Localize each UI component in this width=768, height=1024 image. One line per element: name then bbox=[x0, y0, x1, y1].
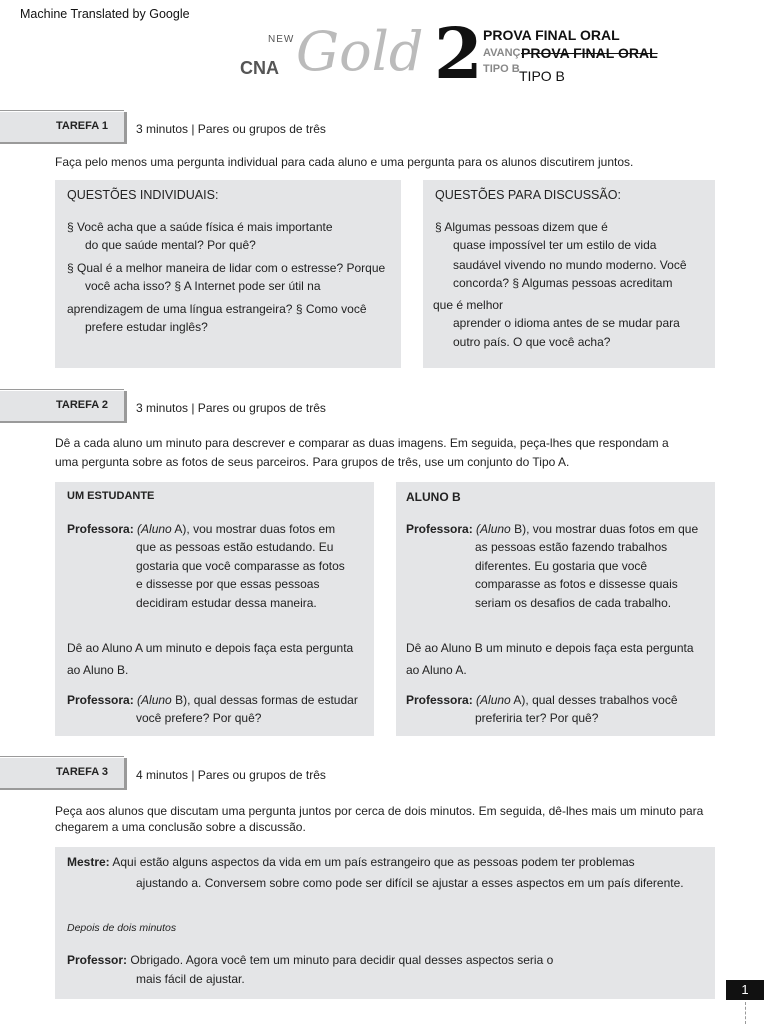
task3-mestre-cont: ajustando a. Conversem sobre como pode ser difícil se ajustar a esses aspectos em um país diferente. bbox=[136, 876, 684, 890]
task1-tab-topline bbox=[0, 110, 124, 111]
task2-a-cont: decidiram estudar dessa maneira. bbox=[136, 596, 317, 610]
logo-gold: Gold bbox=[296, 20, 424, 83]
task1-discussion-line: outro país. O que você acha? bbox=[453, 335, 611, 349]
task2-tab-topline bbox=[0, 389, 124, 390]
speaker-label: Professora: bbox=[67, 693, 134, 707]
task1-discussion-line: quase impossível ter um estilo de vida bbox=[453, 238, 657, 252]
task3-instruction-2: chegarem a uma conclusão sobre a discussão. bbox=[55, 820, 306, 834]
task1-individual-line: você acha isso? § A Internet pode ser útil na bbox=[85, 279, 321, 293]
question-text: A), qual desses trabalhos você bbox=[510, 693, 678, 707]
task1-instruction: Faça pelo menos uma pergunta individual para cada aluno e uma pergunta para os alunos discutirem juntos. bbox=[55, 155, 634, 169]
speaker-label: Professora: bbox=[406, 693, 473, 707]
task2-instruction-1: Dê a cada aluno um minuto para descrever e comparar as duas imagens. Em seguida, peça-lhes que respondam a bbox=[55, 436, 669, 450]
prompt-text: A), vou mostrar duas fotos em bbox=[171, 522, 336, 536]
task2-b-mid-2: ao Aluno A. bbox=[406, 663, 467, 677]
task2-a-cont: que as pessoas estão estudando. Eu bbox=[136, 540, 334, 554]
student-ref: (Aluno bbox=[137, 522, 172, 536]
task3-tab-label: TAREFA 3 bbox=[56, 766, 108, 778]
task2-a-mid-1: Dê ao Aluno A um minuto e depois faça esta pergunta bbox=[67, 641, 354, 655]
task1-discussion-line: concorda? § Algumas pessoas acreditam bbox=[453, 276, 673, 290]
logo-cna: CNA bbox=[240, 58, 279, 78]
header-title-2: PROVA FINAL ORAL bbox=[521, 45, 658, 61]
task3-tab bbox=[0, 758, 127, 790]
cna-gold-logo bbox=[238, 12, 483, 95]
task1-individual-box bbox=[55, 180, 401, 368]
header-overlap-a: AVANÇ bbox=[483, 47, 521, 59]
header-title: PROVA FINAL ORAL bbox=[483, 27, 620, 43]
task1-tab bbox=[0, 112, 127, 144]
task3-professor-line bbox=[67, 951, 553, 970]
task3-instruction-1: Peça aos alunos que discutam uma pergunta juntos por cerca de dois minutos. Em seguida, dê-lhes mais um minuto para bbox=[55, 804, 704, 818]
logo-number: 2 bbox=[434, 12, 483, 95]
task1-tab-label: TAREFA 1 bbox=[56, 120, 108, 132]
task2-b-question-line bbox=[406, 691, 678, 710]
task1-discussion-line: aprender o idioma antes de se mudar para bbox=[453, 316, 680, 330]
task2-b-cont: as pessoas estão fazendo trabalhos bbox=[475, 540, 668, 554]
task3-professor-cont: mais fácil de ajustar. bbox=[136, 972, 245, 986]
task2-student-b-title: ALUNO B bbox=[406, 490, 461, 504]
task2-a-question-line bbox=[67, 691, 358, 710]
task2-student-a-box bbox=[55, 482, 374, 736]
task2-student-b-box bbox=[396, 482, 715, 736]
task3-info: 4 minutos | Pares ou grupos de três bbox=[136, 768, 326, 782]
header-overlap-b: TIPO B bbox=[483, 63, 520, 75]
task1-individual-title: QUESTÕES INDIVIDUAIS: bbox=[67, 188, 219, 202]
task2-b-cont: seriam os desafios de cada trabalho. bbox=[475, 596, 672, 610]
task1-discussion-title: QUESTÕES PARA DISCUSSÃO: bbox=[435, 188, 621, 202]
task2-info: 3 minutos | Pares ou grupos de três bbox=[136, 401, 326, 415]
mestre-text: Aqui estão alguns aspectos da vida em um país estrangeiro que as pessoas podem ter problemas bbox=[109, 855, 635, 869]
speaker-label: Professora: bbox=[67, 522, 134, 536]
task2-a-cont: e dissesse por que essas pessoas bbox=[136, 577, 320, 591]
task1-discussion-box bbox=[423, 180, 715, 368]
task2-a-mid-2: ao Aluno B. bbox=[67, 663, 129, 677]
machine-translated-note: Machine Translated by Google bbox=[20, 7, 190, 21]
page-number: 1 bbox=[726, 980, 764, 1000]
task1-individual-line: § Você acha que a saúde física é mais importante bbox=[67, 220, 333, 234]
task1-individual-line: § Qual é a melhor maneira de lidar com o estresse? Porque bbox=[67, 261, 386, 275]
speaker-label: Mestre: bbox=[67, 855, 110, 869]
task1-discussion-line: saudável vivendo no mundo moderno. Você bbox=[453, 258, 687, 272]
task2-a-cont: gostaria que você comparasse as fotos bbox=[136, 559, 345, 573]
task2-student-a-title: UM ESTUDANTE bbox=[67, 490, 155, 502]
task2-b-mid-1: Dê ao Aluno B um minuto e depois faça esta pergunta bbox=[406, 641, 694, 655]
page-edge-marker bbox=[745, 1002, 746, 1024]
task1-discussion-line: § Algumas pessoas dizem que é bbox=[435, 220, 608, 234]
task2-tab bbox=[0, 391, 127, 423]
task1-info: 3 minutos | Pares ou grupos de três bbox=[136, 122, 326, 136]
logo-new: NEW bbox=[268, 34, 295, 45]
task3-box bbox=[55, 847, 715, 999]
task1-individual-line: prefere estudar inglês? bbox=[85, 320, 208, 334]
professor-text: Obrigado. Agora você tem um minuto para decidir qual desses aspectos seria o bbox=[127, 953, 554, 967]
student-ref: (Aluno bbox=[476, 522, 511, 536]
speaker-label: Professor: bbox=[67, 953, 128, 967]
prompt-text: B), vou mostrar duas fotos em que bbox=[510, 522, 699, 536]
task2-b-cont: diferentes. Eu gostaria que você bbox=[475, 559, 648, 573]
header-type: TIPO B bbox=[519, 68, 565, 84]
task2-tab-label: TAREFA 2 bbox=[56, 399, 108, 411]
student-ref: (Aluno bbox=[476, 693, 511, 707]
task3-mestre-line bbox=[67, 853, 635, 872]
task2-instruction-2: uma pergunta sobre as fotos de seus parceiros. Para grupos de três, use um conjunto do Tipo A. bbox=[55, 455, 570, 469]
task1-individual-line: do que saúde mental? Por quê? bbox=[85, 238, 256, 252]
question-text: B), qual dessas formas de estudar bbox=[171, 693, 358, 707]
task2-b-question-cont: preferiria ter? Por quê? bbox=[475, 711, 599, 725]
student-ref: (Aluno bbox=[137, 693, 172, 707]
speaker-label: Professora: bbox=[406, 522, 473, 536]
task2-b-prompt-line bbox=[406, 520, 698, 539]
task1-individual-line: aprendizagem de uma língua estrangeira? § Como você bbox=[67, 302, 367, 316]
task3-after-note: Depois de dois minutos bbox=[67, 922, 177, 934]
task2-a-prompt-line bbox=[67, 520, 335, 539]
task3-tab-topline bbox=[0, 756, 124, 757]
task1-discussion-line: que é melhor bbox=[433, 298, 504, 312]
task2-b-cont: comparasse as fotos e dissesse quais bbox=[475, 577, 678, 591]
task2-a-question-cont: você prefere? Por quê? bbox=[136, 711, 262, 725]
